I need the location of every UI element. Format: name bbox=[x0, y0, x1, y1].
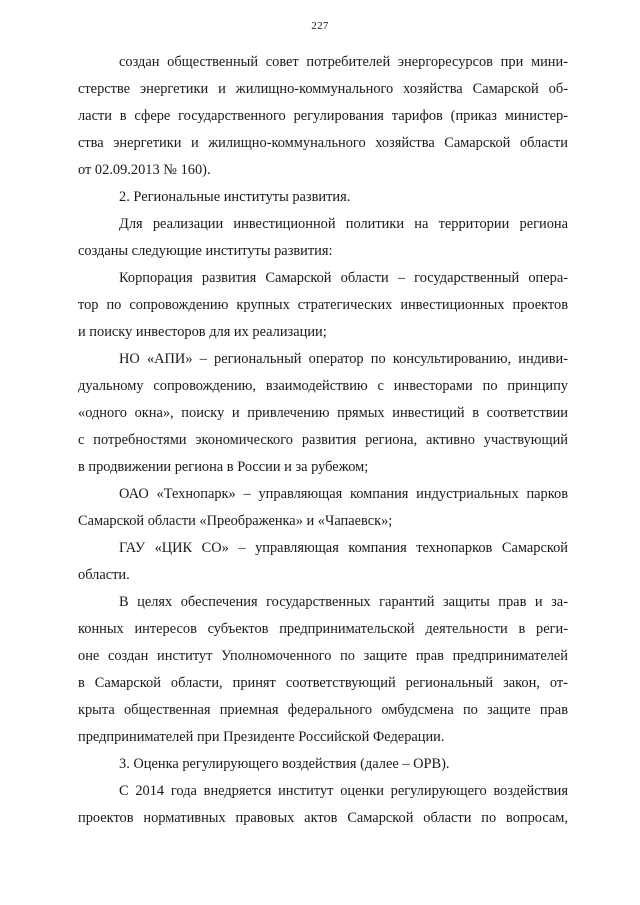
text-line: ласти в сфере государственного регулирования тарифов (приказ министер- bbox=[78, 108, 568, 124]
text-line: конных интересов субъектов предпринимательской деятельности в реги- bbox=[78, 621, 568, 637]
text-line: и поиску инвесторов для их реализации; bbox=[78, 324, 327, 340]
text-line: от 02.09.2013 № 160). bbox=[78, 162, 211, 178]
text-line: крыта общественная приемная федерального омбудсмена по защите прав bbox=[78, 702, 568, 718]
text-line: Самарской области «Преображенка» и «Чапаевск»; bbox=[78, 513, 393, 529]
text-line: ОАО «Технопарк» – управляющая компания индустриальных парков bbox=[119, 486, 568, 502]
text-line: Для реализации инвестиционной политики на территории региона bbox=[119, 216, 568, 232]
text-line: создан общественный совет потребителей энергоресурсов при мини- bbox=[119, 54, 568, 70]
text-line: с потребностями экономического развития региона, активно участвующий bbox=[78, 432, 568, 448]
text-line: проектов нормативных правовых актов Самарской области по вопросам, bbox=[78, 810, 568, 826]
text-line: стерстве энергетики и жилищно-коммунального хозяйства Самарской об- bbox=[78, 81, 568, 97]
text-line: в Самарской области, принят соответствующий региональный закон, от- bbox=[78, 675, 568, 691]
text-line: С 2014 года внедряется институт оценки регулирующего воздействия bbox=[119, 783, 568, 799]
body-text bbox=[78, 49, 568, 832]
text-line: В целях обеспечения государственных гарантий защиты прав и за- bbox=[119, 594, 568, 610]
text-line: НО «АПИ» – региональный оператор по консультированию, индиви- bbox=[119, 351, 568, 367]
text-line: 2. Региональные институты развития. bbox=[119, 189, 351, 205]
text-line: области. bbox=[78, 567, 130, 583]
text-line: в продвижении региона в России и за рубежом; bbox=[78, 459, 369, 475]
text-line: 3. Оценка регулирующего воздействия (далее – ОРВ). bbox=[119, 756, 450, 772]
text-line: дуальному сопровождению, взаимодействию с инвесторами по принципу bbox=[78, 378, 568, 394]
text-line: предпринимателей при Президенте Российской Федерации. bbox=[78, 729, 445, 745]
text-line: оне создан институт Уполномоченного по защите прав предпринимателей bbox=[78, 648, 568, 664]
text-line: Корпорация развития Самарской области – государственный опера- bbox=[119, 270, 568, 286]
text-line: тор по сопровождению крупных стратегических инвестиционных проектов bbox=[78, 297, 568, 313]
text-line: ства энергетики и жилищно-коммунального хозяйства Самарской области bbox=[78, 135, 568, 151]
page-number: 227 bbox=[311, 20, 329, 32]
text-line: ГАУ «ЦИК СО» – управляющая компания технопарков Самарской bbox=[119, 540, 568, 556]
text-line: «одного окна», поиску и привлечению прямых инвестиций в соответствии bbox=[78, 405, 568, 421]
text-line: созданы следующие институты развития: bbox=[78, 243, 333, 259]
